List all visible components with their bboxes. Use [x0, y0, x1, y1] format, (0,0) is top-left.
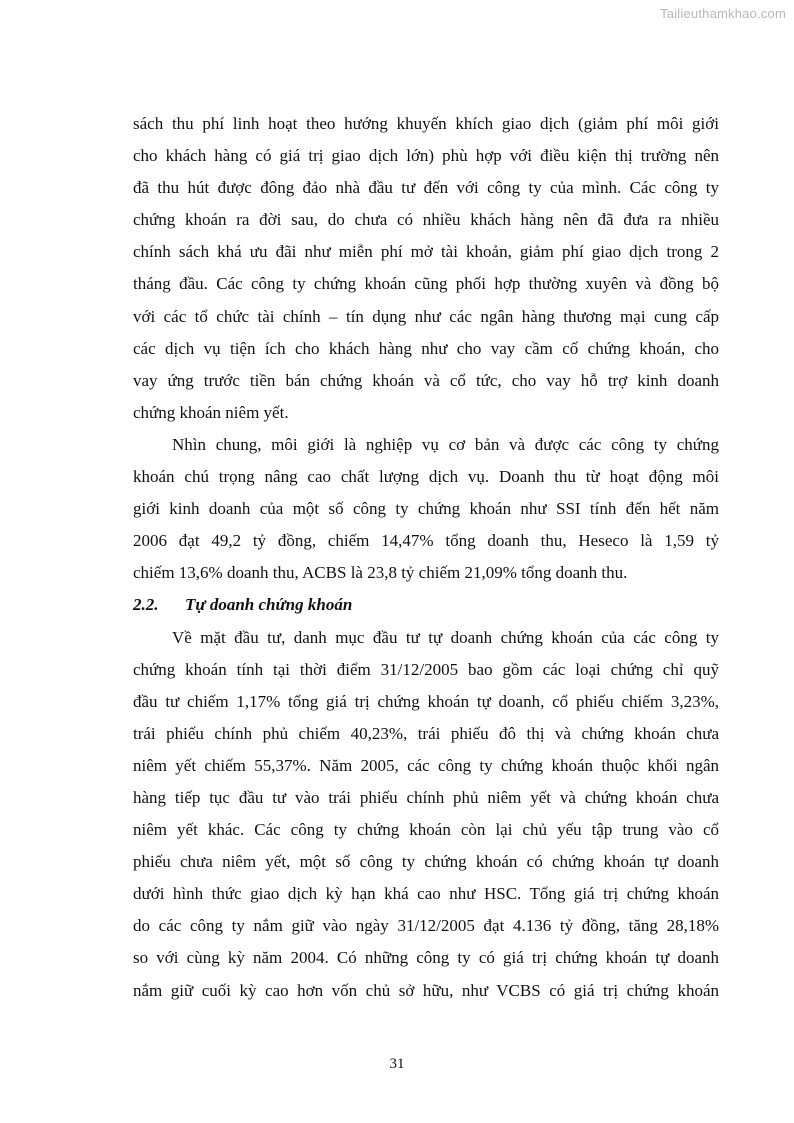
document-body — [133, 108, 719, 1007]
text-line: Về mặt đầu tư, danh mục đầu tư tự doanh chứng khoán của các công ty — [172, 627, 719, 647]
text-line: chứng khoán ra đời sau, do chưa có nhiều khách hàng nên đã đưa ra nhiều — [133, 210, 719, 230]
paragraph-1 — [133, 108, 719, 429]
section-number: 2.2. — [133, 595, 159, 615]
watermark: Tailieuthamkhao.com — [660, 6, 786, 21]
text-line: hàng tiếp tục đầu tư vào trái phiếu chính phủ niêm yết và chứng khoán chưa — [133, 787, 719, 807]
text-line: khoán chú trọng nâng cao chất lượng dịch vụ. Doanh thu từ hoạt động môi — [133, 467, 719, 487]
text-line: vay ứng trước tiền bán chứng khoán và cổ tức, cho vay hỗ trợ kinh doanh — [133, 370, 719, 390]
text-line: phiếu chưa niêm yết, một số công ty chứng khoán có chứng khoán tự doanh — [133, 852, 719, 872]
page-number: 31 — [389, 1056, 405, 1072]
text-line: dưới hình thức giao dịch kỳ hạn khá cao như HSC. Tổng giá trị chứng khoán — [133, 884, 719, 904]
text-line: nắm giữ cuối kỳ cao hơn vốn chủ sở hữu, như VCBS có giá trị chứng khoán — [133, 980, 719, 1000]
text-line: chính sách khá ưu đãi như miễn phí mở tài khoản, giảm phí giao dịch trong 2 — [133, 242, 719, 262]
text-line: tháng đầu. Các công ty chứng khoán cũng phối hợp thường xuyên và đồng bộ — [133, 274, 719, 294]
text-line: với các tổ chức tài chính – tín dụng như các ngân hàng thương mại cung cấp — [133, 306, 719, 326]
section-title: Tự doanh chứng khoán — [185, 595, 353, 615]
text-line: niêm yết chiếm 55,37%. Năm 2005, các công ty chứng khoán thuộc khối ngân — [133, 755, 719, 775]
text-line: chứng khoán niêm yết. — [133, 402, 289, 422]
text-line: trái phiếu chính phủ chiếm 40,23%, trái phiếu đô thị và chứng khoán chưa — [133, 723, 719, 743]
text-line: đầu tư chiếm 1,17% tổng giá trị chứng khoán tự doanh, cổ phiếu chiếm 3,23%, — [133, 691, 719, 711]
section-heading — [133, 589, 719, 621]
text-line: 2006 đạt 49,2 tỷ đồng, chiếm 14,47% tổng doanh thu, Heseco là 1,59 tỷ — [133, 531, 719, 551]
text-line: giới kinh doanh của một số công ty chứng khoán như SSI tính đến hết năm — [133, 499, 719, 519]
text-line: sách thu phí linh hoạt theo hướng khuyến khích giao dịch (giảm phí môi giới — [133, 114, 719, 133]
text-line: so với cùng kỳ năm 2004. Có những công ty có giá trị chứng khoán tự doanh — [133, 948, 719, 968]
text-line: đã thu hút được đông đảo nhà đầu tư đến với công ty của mình. Các công ty — [133, 178, 719, 198]
text-line: cho khách hàng có giá trị giao dịch lớn) phù hợp với điều kiện thị trường nên — [133, 146, 719, 166]
text-line: chứng khoán tính tại thời điểm 31/12/2005 bao gồm các loại chứng chỉ quỹ — [133, 659, 719, 679]
text-line: chiếm 13,6% doanh thu, ACBS là 23,8 tỷ chiếm 21,09% tổng doanh thu. — [133, 563, 628, 583]
text-line: Nhìn chung, môi giới là nghiệp vụ cơ bản và được các công ty chứng — [172, 434, 719, 454]
text-line: niêm yết khác. Các công ty chứng khoán còn lại chủ yếu tập trung vào cổ — [133, 820, 719, 840]
paragraph-2 — [133, 429, 719, 589]
paragraph-3 — [133, 622, 719, 1007]
text-line: do các công ty nắm giữ vào ngày 31/12/2005 đạt 4.136 tỷ đồng, tăng 28,18% — [133, 916, 719, 936]
text-line: các dịch vụ tiện ích cho khách hàng như cho vay cầm cố chứng khoán, cho — [133, 338, 719, 358]
